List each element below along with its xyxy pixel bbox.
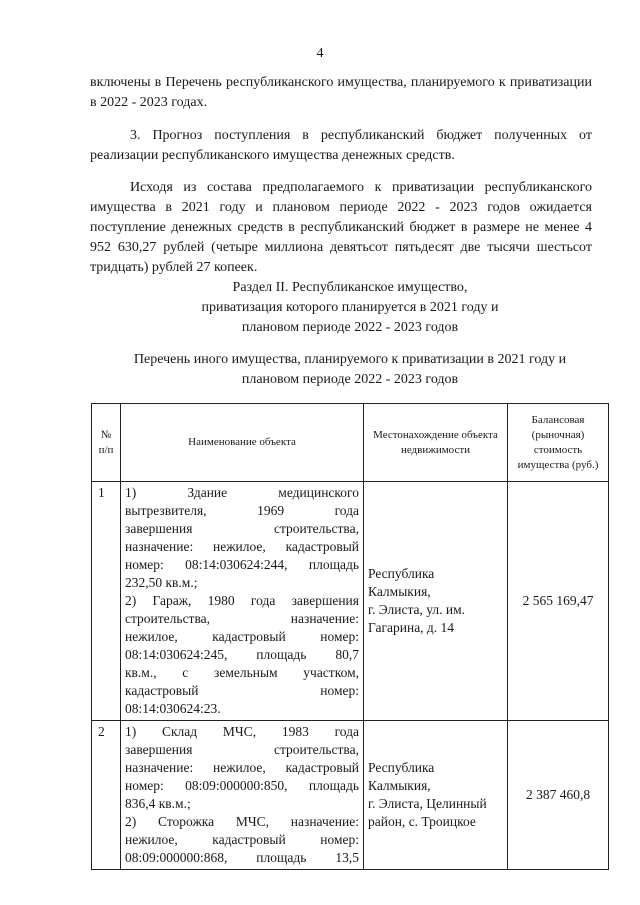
header-num: № п/п	[92, 404, 121, 482]
header-location: Местонахождение объекта недвижимости	[364, 404, 508, 482]
row-1-location-line: Республика	[368, 566, 435, 581]
row-1-name-line: 1) Здание медицинского	[125, 485, 359, 500]
row-2-name-line: нежилое, кадастровый номер:	[125, 832, 359, 847]
row-1-name-line: номер: 08:14:030624:244, площадь	[125, 557, 359, 572]
row-1-name-line: 2) Гараж, 1980 года завершения	[125, 593, 359, 608]
list-heading	[60, 350, 640, 390]
row-1-name-line: кв.м., с земельным участком,	[125, 665, 359, 680]
row-1-name-line: кадастровый номер:	[125, 683, 359, 698]
row-2-location	[364, 721, 508, 870]
row-1-name-line: нежилое, кадастровый номер:	[125, 629, 359, 644]
table-row	[92, 482, 609, 721]
list-heading-line-2: плановом периоде 2022 - 2023 годов	[241, 372, 459, 387]
row-2-name-line: 1) Склад МЧС, 1983 года	[125, 724, 359, 739]
row-1-location-line: г. Элиста, ул. им.	[368, 602, 466, 617]
header-value: Балансовая (рыночная) стоимость имущества (руб.)	[508, 404, 609, 482]
row-1-name-line: вытрезвителя, 1969 года	[125, 503, 359, 518]
row-2-num: 2	[92, 721, 121, 870]
property-table	[91, 403, 609, 870]
section-heading-line-3: плановом периоде 2022 - 2023 годов	[241, 320, 459, 335]
page-number: 4	[316, 46, 324, 61]
paragraph-privatization-list: включены в Перечень республиканского имущества, планируемого к приватизации в 2022 - 2023 годах.	[90, 75, 592, 110]
row-2-name	[121, 721, 364, 870]
row-2-name-line: назначение: нежилое, кадастровый	[125, 760, 359, 775]
row-2-name-line: 2) Сторожка МЧС, назначение:	[125, 814, 359, 829]
row-2-name-line: 836,4 кв.м.;	[125, 796, 191, 811]
header-name: Наименование объекта	[121, 404, 364, 482]
row-1-value: 2 565 169,47	[508, 482, 609, 721]
list-heading-line-1: Перечень иного имущества, планируемого к приватизации в 2021 году и	[133, 352, 567, 367]
row-2-location-line: район, с. Троицкое	[368, 814, 476, 829]
paragraph-forecast-amount: Исходя из состава предполагаемого к приватизации республиканского имущества в 2021 году и плановом периоде 2022 - 2023 годов ожидается поступление денежных средств в республиканский бюджет в размере не менее 4 952 630,27 рублей (четыре миллиона девятьсот пятьдесят две тысячи шестьсот тридцать) рублей 27 копеек.	[90, 180, 592, 275]
row-1-num: 1	[92, 482, 121, 721]
table-row	[92, 721, 609, 870]
row-2-name-line: 08:09:000000:868, площадь 13,5	[125, 850, 359, 865]
row-1-name-line: завершения строительства,	[125, 521, 359, 536]
row-2-name-line: номер: 08:09:000000:850, площадь	[125, 778, 359, 793]
row-1-name-line: 232,50 кв.м.;	[125, 575, 198, 590]
section-heading	[60, 278, 640, 338]
row-1-name-line: 08:14:030624:23.	[125, 701, 221, 716]
section-heading-line-1: Раздел II. Республиканское имущество,	[232, 280, 468, 295]
row-2-location-line: Калмыкия,	[368, 778, 431, 793]
row-1-location	[364, 482, 508, 721]
row-1-name-line: строительства, назначение:	[125, 611, 359, 626]
row-2-location-line: Республика	[368, 760, 435, 775]
row-2-name-line: завершения строительства,	[125, 742, 359, 757]
row-1-location-line: Гагарина, д. 14	[368, 620, 455, 635]
row-1-name-line: назначение: нежилое, кадастровый	[125, 539, 359, 554]
row-2-value: 2 387 460,8	[508, 721, 609, 870]
row-1-name-line: 08:14:030624:245, площадь 80,7	[125, 647, 359, 662]
paragraph-forecast-title: 3. Прогноз поступления в республиканский бюджет полученных от реализации республиканского имущества денежных средств.	[90, 128, 592, 163]
section-heading-line-2: приватизация которого планируется в 2021 году и	[201, 300, 499, 315]
table-header-row	[92, 404, 609, 482]
row-2-location-line: г. Элиста, Целинный	[368, 796, 487, 811]
row-1-location-line: Калмыкия,	[368, 584, 431, 599]
row-1-name	[121, 482, 364, 721]
